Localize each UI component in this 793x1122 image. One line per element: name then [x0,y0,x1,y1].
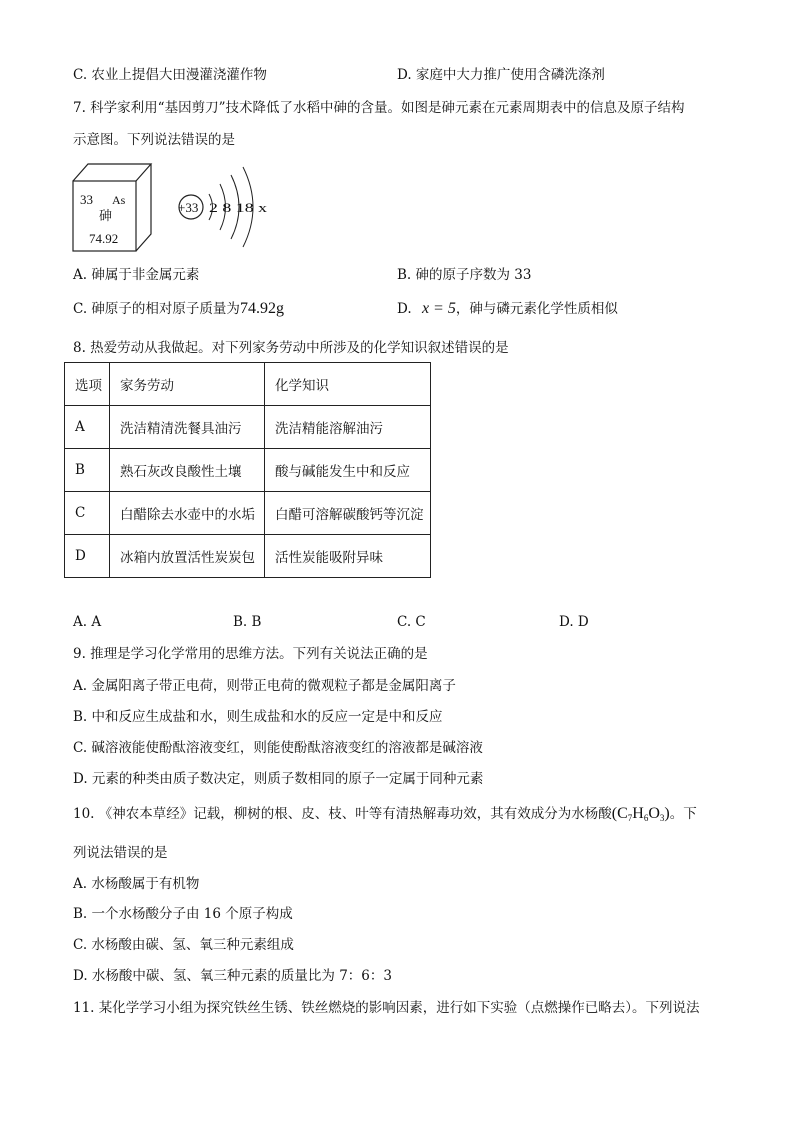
q9-stem: 9. 推理是学习化学常用的思维方法。下列有关说法正确的是 [73,646,428,662]
q9-option-a: A. 金属阳离子带正电荷，则带正电荷的微观粒子都是金属阳离子 [73,678,456,694]
q8-option-a: A. A [73,614,102,630]
table-row [65,535,431,578]
table-header-row [65,363,431,406]
q7-option-c-value: 74.92g [239,300,284,317]
q8-option-d: D. D [559,614,589,630]
q7-option-c [73,300,284,318]
q7-option-b: B. 砷的原子序数为 33 [397,267,532,283]
table-cell: D [65,535,110,578]
formula-o-count: 3 [659,813,665,823]
table-cell: B [65,449,110,492]
q9-option-b: B. 中和反应生成盐和水，则生成盐和水的反应一定是中和反应 [73,709,443,725]
shell-electrons: 2 8 18 x [209,200,268,215]
q7-option-d-label: D. [397,301,412,317]
q9-option-c: C. 碱溶液能使酚酞溶液变红，则能使酚酞溶液变红的溶液都是碱溶液 [73,740,483,756]
element-mass: 74.92 [89,231,119,246]
table-cell: 白醋可溶解碳酸钙等沉淀 [265,492,431,535]
element-number: 33 [80,192,93,207]
q8-option-c: C. C [397,614,426,630]
element-symbol: As [112,193,126,207]
q7-figure [68,156,278,256]
q7-option-d [397,300,618,318]
q10-stem-line2: 列说法错误的是 [73,845,168,861]
table-cell: 白醋除去水壶中的水垢 [110,492,265,535]
q8-stem: 8. 热爱劳动从我做起。对下列家务劳动中所涉及的化学知识叙述错误的是 [73,340,509,356]
q10-stem-text: 10. 《神农本草经》记载，柳树的根、皮、枝、叶等有清热解毒功效，其有效成分为水杨酸 [73,806,612,822]
q7-option-d-text: ，砷与磷元素化学性质相似 [455,301,618,317]
table-header-cell: 化学知识 [265,363,431,406]
q8-option-b: B. B [233,614,262,630]
table-cell: 洗洁精清洗餐具油污 [110,406,265,449]
q7-option-a: A. 砷属于非金属元素 [73,267,200,283]
q10-stem-line1 [73,805,697,827]
q10-option-d: D. 水杨酸中碳、氢、氧三种元素的质量比为 7：6：3 [73,968,392,984]
q10-formula: $(C_7H_6O_3)$ [611,805,670,823]
q10-stem-tail: 。下 [669,806,697,822]
q10-option-c: C. 水杨酸由碳、氢、氧三种元素组成 [73,937,294,953]
table-cell: 冰箱内放置活性炭炭包 [110,535,265,578]
formula-h: H [632,805,644,822]
q8-table [64,362,431,578]
q10-option-b: B. 一个水杨酸分子由 16 个原子构成 [73,906,293,922]
q10-option-a: A. 水杨酸属于有机物 [73,876,200,892]
table-row [65,492,431,535]
table-header-cell: 选项 [65,363,110,406]
q9-option-d: D. 元素的种类由质子数决定，则质子数相同的原子一定属于同种元素 [73,771,484,787]
table-cell: 酸与碱能发生中和反应 [265,449,431,492]
table-cell: A [65,406,110,449]
table-header-cell: 家务劳动 [110,363,265,406]
table-row [65,449,431,492]
q7-option-c-text: C. 砷原子的相对原子质量为 [73,301,240,317]
formula-o: O [648,805,660,822]
q11-stem: 11. 某化学学习小组为探究铁丝生锈、铁丝燃烧的影响因素，进行如下实验（点燃操作已略去）。下列说法 [73,1000,700,1016]
nucleus-charge: +33 [178,200,199,215]
table-cell: 活性炭能吸附异味 [265,535,431,578]
q6-option-c: C. 农业上提倡大田漫灌浇灌作物 [73,67,267,83]
table-cell: 洗洁精能溶解油污 [265,406,431,449]
table-row [65,406,431,449]
formula-c-count: 7 [627,813,633,823]
q7-stem-line1: 7. 科学家利用“基因剪刀”技术降低了水稻中砷的含量。如图是砷元素在元素周期表中的信息及原子结构 [73,100,685,116]
element-name: 砷 [99,209,113,224]
table-cell: 熟石灰改良酸性土壤 [110,449,265,492]
q6-option-d: D. 家庭中大力推广使用含磷洗涤剂 [397,67,605,83]
q7-option-d-equation: x = 5 [421,300,456,317]
formula-h-count: 6 [643,813,649,823]
table-cell: C [65,492,110,535]
formula-c: C [617,805,628,822]
q7-stem-line2: 示意图。下列说法错误的是 [73,132,235,148]
